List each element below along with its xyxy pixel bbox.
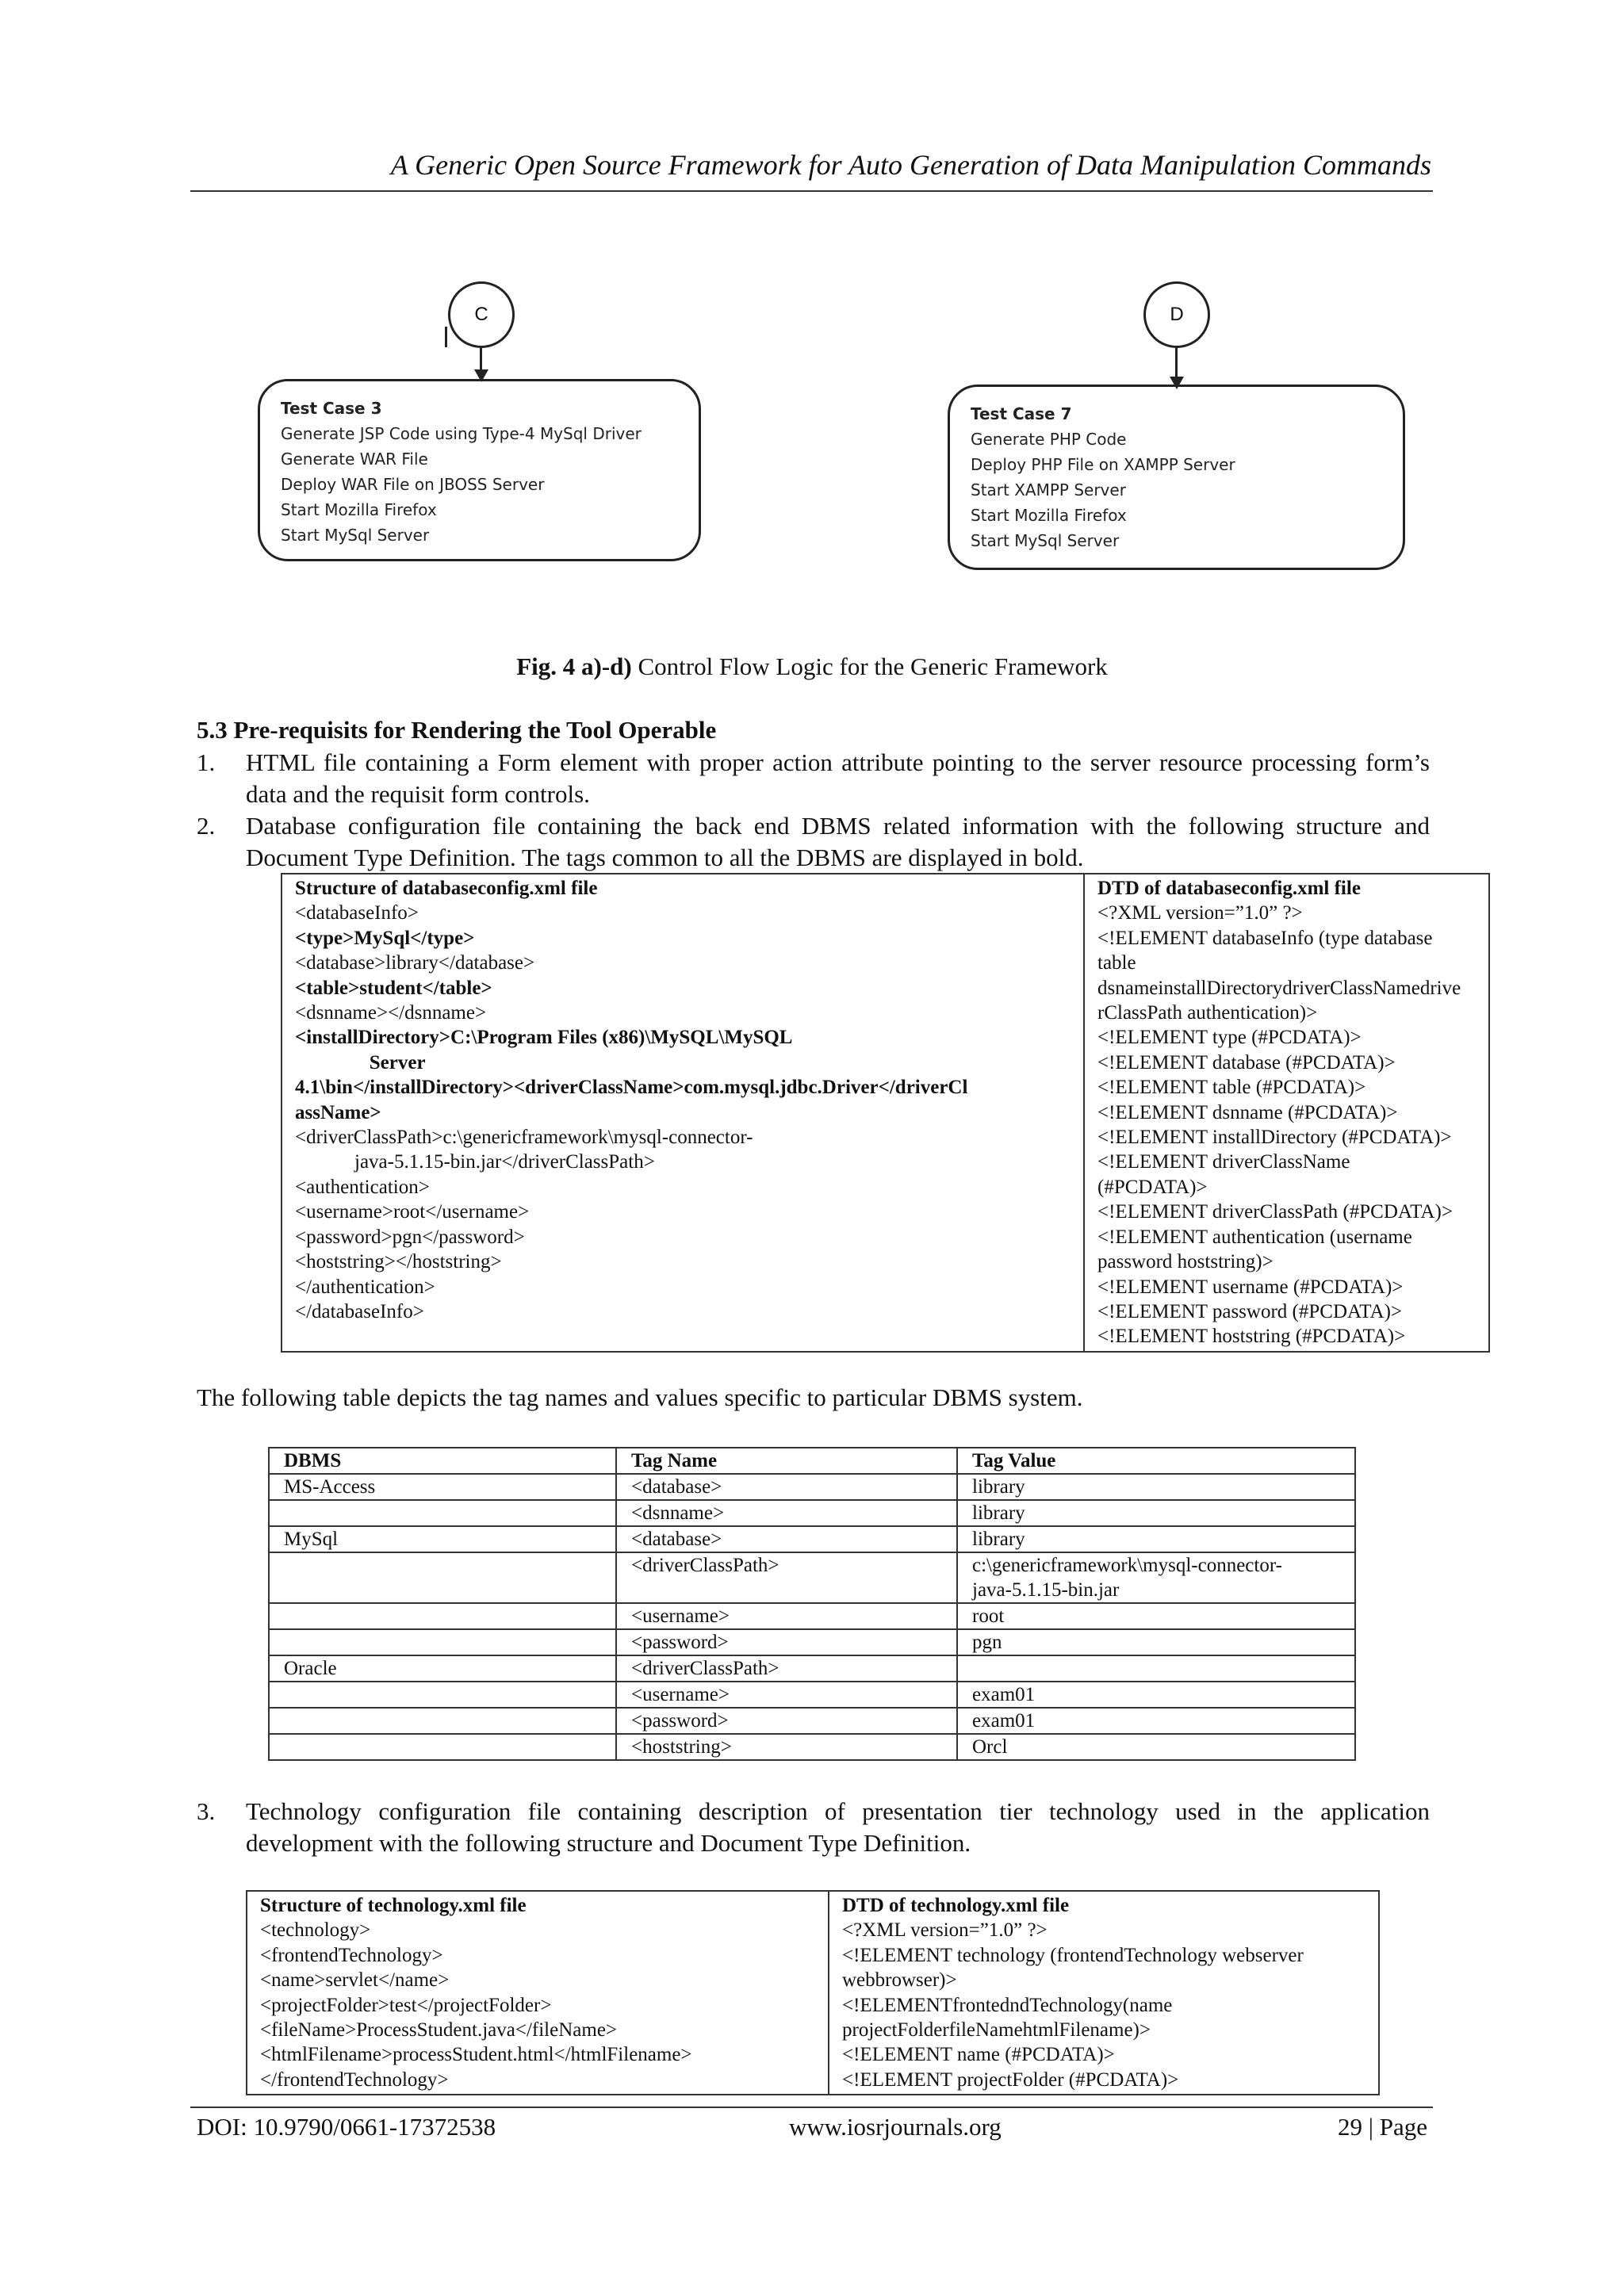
list-item [197, 810, 1430, 874]
code-line: </databaseInfo> [295, 1300, 424, 1322]
structure-lines [295, 901, 1071, 1324]
test-case-step: Start Mozilla Firefox [971, 506, 1127, 525]
code-line: <frontendTechnology> [260, 1944, 443, 1966]
table-row [269, 1734, 1355, 1760]
list-item [197, 1796, 1430, 1859]
table-cell: <username> [616, 1682, 957, 1708]
connector-node-d [1143, 281, 1210, 348]
table-cell: <driverClassPath> [616, 1552, 957, 1603]
code-line: <name>servlet</name> [260, 1969, 450, 1992]
column-header: DBMS [269, 1448, 616, 1474]
table-cell: exam01 [957, 1682, 1355, 1708]
test-case-title: Test Case 7 [971, 404, 1072, 423]
code-line: <fileName>ProcessStudent.java</fileName> [260, 2019, 618, 2042]
code-line: table [1097, 952, 1136, 974]
code-line: <technology> [260, 1919, 371, 1942]
table-cell: c:\genericframework\mysql-connector- java-5.1.15-bin.jar [957, 1552, 1355, 1603]
table-row [269, 1629, 1355, 1655]
code-line: <!ELEMENT type (#PCDATA)> [1097, 1027, 1362, 1049]
table-header-row [269, 1448, 1355, 1474]
list-item [197, 747, 1430, 810]
stub-line [445, 327, 447, 347]
table-cell [269, 1708, 616, 1734]
code-line: </frontendTechnology> [260, 2068, 449, 2091]
code-line: 4.1\bin</installDirectory><driverClassName>com.mysql.jdbc.Driver</driverCl [295, 1077, 968, 1099]
test-case-step: Start Mozilla Firefox [281, 500, 437, 519]
footer-page-number: 29 | Page [1338, 2113, 1427, 2141]
test-case-step: Generate WAR File [281, 450, 428, 469]
code-line: <hoststring></hoststring> [295, 1251, 502, 1273]
code-line: <projectFolder>test</projectFolder> [260, 1994, 552, 2016]
table-cell: <database> [616, 1526, 957, 1552]
list-text: Database configuration file containing the back end DBMS related information with the following structure and Document Type Definition. The tags common to all the DBMS are displayed in bold. [246, 812, 1430, 871]
table-row [269, 1708, 1355, 1734]
table-cell [269, 1682, 616, 1708]
code-line: <installDirectory>C:\Program Files (x86)\MySQL\MySQL [295, 1027, 793, 1049]
test-case-box-left [258, 379, 701, 561]
table-row [269, 1474, 1355, 1500]
table-cell: library [957, 1474, 1355, 1500]
code-line: <!ELEMENTfrontedndTechnology(name [842, 1994, 1173, 2016]
node-label: D [1170, 304, 1184, 325]
figure-label: Fig. 4 a)-d) [516, 652, 632, 680]
table-cell: MySql [269, 1526, 616, 1552]
technology-table [246, 1890, 1380, 2095]
table-cell: library [957, 1500, 1355, 1526]
code-line: <!ELEMENT name (#PCDATA)> [842, 2044, 1115, 2066]
table-row [269, 1682, 1355, 1708]
test-case-step: Deploy PHP File on XAMPP Server [971, 455, 1235, 474]
test-case-step: Start MySql Server [281, 526, 430, 545]
table-cell: exam01 [957, 1708, 1355, 1734]
table-cell [269, 1552, 616, 1603]
code-line: password hoststring)> [1097, 1251, 1274, 1273]
structure-header: Structure of technology.xml file [260, 1895, 527, 1916]
table-row [269, 1526, 1355, 1552]
dtd-header: DTD of technology.xml file [842, 1895, 1070, 1916]
table-cell: <username> [616, 1603, 957, 1629]
table-cell: Orcl [957, 1734, 1355, 1760]
table-cell [269, 1629, 616, 1655]
test-case-step: Generate PHP Code [971, 430, 1127, 449]
table-intro-paragraph: The following table depicts the tag names and values specific to particular DBMS system. [197, 1383, 1083, 1411]
databaseconfig-table [281, 873, 1490, 1353]
dtd-header: DTD of databaseconfig.xml file [1097, 878, 1361, 899]
code-line: <!ELEMENT password (#PCDATA)> [1097, 1300, 1403, 1322]
table-row [269, 1655, 1355, 1682]
section-heading: 5.3 Pre-requisits for Rendering the Tool Operable [197, 716, 717, 744]
code-line: <?XML version=”1.0” ?> [1097, 902, 1303, 924]
test-case-step: Start XAMPP Server [971, 480, 1126, 499]
table-row [269, 1552, 1355, 1603]
table-cell [269, 1500, 616, 1526]
header-rule [190, 190, 1433, 192]
code-line: <database>library</database> [295, 952, 535, 974]
dtd-lines [1097, 901, 1476, 1349]
code-line: rClassPath authentication)> [1097, 1002, 1318, 1024]
code-line: (#PCDATA)> [1097, 1176, 1208, 1198]
table-cell: <driverClassPath> [616, 1655, 957, 1682]
code-line: <!ELEMENT driverClassPath (#PCDATA)> [1097, 1201, 1453, 1223]
code-line: assName> [295, 1101, 381, 1123]
table-cell [269, 1603, 616, 1629]
code-line: <type>MySql</type> [295, 927, 475, 949]
test-case-step: Deploy WAR File on JBOSS Server [281, 475, 545, 494]
arrow-line [480, 348, 482, 372]
footer-doi: DOI: 10.9790/0661-17372538 [197, 2113, 496, 2141]
table-cell: <password> [616, 1629, 957, 1655]
code-line: <!ELEMENT driverClassName [1097, 1151, 1350, 1173]
code-line: <?XML version=”1.0” ?> [842, 1919, 1048, 1942]
code-line: <htmlFilename>processStudent.html</htmlFilename> [260, 2044, 692, 2066]
code-line: webbrowser)> [842, 1969, 957, 1992]
code-line: projectFolderfileNamehtmlFilename)> [842, 2019, 1151, 2042]
table-cell: MS-Access [269, 1474, 616, 1500]
figure-caption-text: Control Flow Logic for the Generic Framework [631, 652, 1108, 680]
databaseconfig-structure-cell [282, 874, 1084, 1352]
table-cell: pgn [957, 1629, 1355, 1655]
technology-structure-cell [247, 1891, 829, 2095]
table-cell: <dsnname> [616, 1500, 957, 1526]
column-header: Tag Name [616, 1448, 957, 1474]
code-line: <!ELEMENT installDirectory (#PCDATA)> [1097, 1127, 1452, 1149]
code-line: <databaseInfo> [295, 902, 419, 924]
databaseconfig-dtd-cell [1084, 874, 1489, 1352]
code-line: <!ELEMENT authentication (username [1097, 1226, 1412, 1248]
code-line: <!ELEMENT technology (frontendTechnology webserver [842, 1944, 1304, 1966]
table-cell: Oracle [269, 1655, 616, 1682]
list-number: 1. [197, 748, 216, 776]
structure-header: Structure of databaseconfig.xml file [295, 878, 598, 899]
table-cell [269, 1734, 616, 1760]
list-number: 3. [197, 1797, 216, 1825]
code-line: <driverClassPath>c:\genericframework\mysql-connector- [295, 1127, 753, 1149]
table-cell: library [957, 1526, 1355, 1552]
test-case-box-right [948, 385, 1405, 570]
code-line: <!ELEMENT dsnname (#PCDATA)> [1097, 1101, 1398, 1123]
test-case-step: Generate JSP Code using Type-4 MySql Driver [281, 424, 642, 443]
technology-dtd-cell [829, 1891, 1379, 2095]
footer-website: www.iosrjournals.org [789, 2113, 1002, 2141]
structure-lines [260, 1918, 815, 2092]
table-cell: <database> [616, 1474, 957, 1500]
dtd-lines [842, 1918, 1365, 2092]
code-line: <username>root</username> [295, 1201, 530, 1223]
table-cell: <hoststring> [616, 1734, 957, 1760]
figure-caption [0, 652, 1624, 681]
arrow-line [1175, 348, 1178, 380]
list-text: Technology configuration file containing description of presentation tier technology used in the application development with the following structure and Document Type Definition. [246, 1797, 1430, 1857]
dbms-tag-table [268, 1447, 1356, 1761]
code-line: Server [295, 1051, 426, 1073]
code-line: dsnameinstallDirectorydriverClassNamedrive [1097, 977, 1461, 999]
test-case-step: Start MySql Server [971, 531, 1120, 550]
table-row [269, 1603, 1355, 1629]
code-line: <dsnname></dsnname> [295, 1002, 487, 1024]
table-cell [957, 1655, 1355, 1682]
code-line: <password>pgn</password> [295, 1226, 525, 1248]
table-cell: <password> [616, 1708, 957, 1734]
table-cell: root [957, 1603, 1355, 1629]
footer-rule [190, 2107, 1433, 2108]
running-header: A Generic Open Source Framework for Auto Generation of Data Manipulation Commands [390, 149, 1431, 181]
list-text: HTML file containing a Form element with proper action attribute pointing to the server resource processing form’s data and the requisit form controls. [246, 748, 1430, 808]
code-line: <!ELEMENT databaseInfo (type database [1097, 927, 1433, 949]
column-header: Tag Value [957, 1448, 1355, 1474]
table-row [269, 1500, 1355, 1526]
connector-node-c [448, 281, 515, 348]
code-line: <!ELEMENT username (#PCDATA)> [1097, 1276, 1404, 1298]
code-line: <table>student</table> [295, 977, 492, 999]
list-number: 2. [197, 812, 216, 840]
code-line: <!ELEMENT hoststring (#PCDATA)> [1097, 1326, 1406, 1348]
test-case-title: Test Case 3 [281, 399, 382, 418]
code-line: <!ELEMENT projectFolder (#PCDATA)> [842, 2068, 1179, 2091]
code-line: java-5.1.15-bin.jar</driverClassPath> [295, 1151, 655, 1173]
code-line: </authentication> [295, 1276, 435, 1298]
node-label: C [474, 304, 488, 325]
code-line: <authentication> [295, 1176, 430, 1198]
code-line: <!ELEMENT database (#PCDATA)> [1097, 1051, 1396, 1073]
code-line: <!ELEMENT table (#PCDATA)> [1097, 1077, 1366, 1099]
